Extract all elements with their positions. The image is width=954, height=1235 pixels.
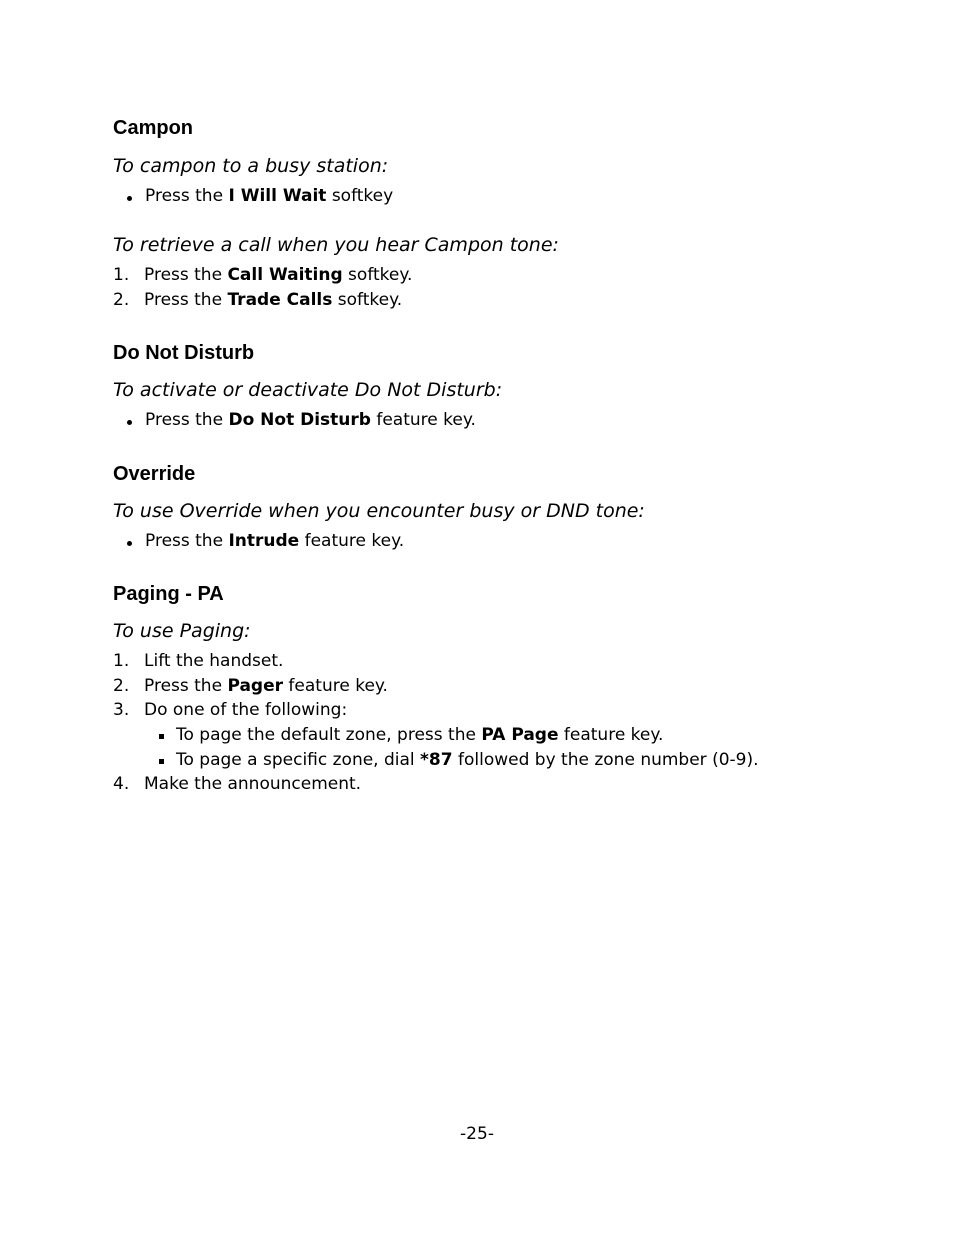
section-heading-do-not-disturb: Do Not Disturb [113, 342, 255, 364]
list-item: Press the Trade Calls softkey. [144, 290, 403, 310]
page-number: -25- [460, 1124, 494, 1144]
sub-list-item: To page a specific zone, dial *87 followed by the zone number (0-9). [176, 750, 759, 770]
list-item: Make the announcement. [144, 774, 362, 794]
step-number: 3. [113, 700, 130, 720]
list-item: Press the Do Not Disturb feature key. [145, 410, 476, 430]
list-item: Press the I Will Wait softkey [145, 186, 394, 206]
step-number: 1. [113, 651, 130, 671]
intro-override: To use Override when you encounter busy or DND tone: [113, 500, 645, 522]
section-heading-paging: Paging - PA [113, 583, 224, 605]
step-number: 1. [113, 265, 130, 285]
list-item: Press the Intrude feature key. [145, 531, 405, 551]
step-number: 4. [113, 774, 130, 794]
bullet-icon [127, 196, 132, 201]
sub-list-item: To page the default zone, press the PA Page feature key. [176, 725, 664, 745]
square-bullet-icon [159, 759, 164, 764]
step-number: 2. [113, 290, 130, 310]
intro-campon: To campon to a busy station: [113, 155, 389, 177]
intro-retrieve: To retrieve a call when you hear Campon tone: [113, 234, 559, 256]
bullet-icon [127, 420, 132, 425]
intro-paging: To use Paging: [113, 620, 251, 642]
step-number: 2. [113, 676, 130, 696]
list-item: Do one of the following: [144, 700, 348, 720]
square-bullet-icon [159, 734, 164, 739]
bullet-icon [127, 541, 132, 546]
section-heading-campon: Campon [113, 117, 193, 139]
list-item: Lift the handset. [144, 651, 284, 671]
list-item: Press the Call Waiting softkey. [144, 265, 413, 285]
intro-dnd: To activate or deactivate Do Not Disturb: [113, 379, 503, 401]
list-item: Press the Pager feature key. [144, 676, 388, 696]
section-heading-override: Override [113, 463, 196, 485]
